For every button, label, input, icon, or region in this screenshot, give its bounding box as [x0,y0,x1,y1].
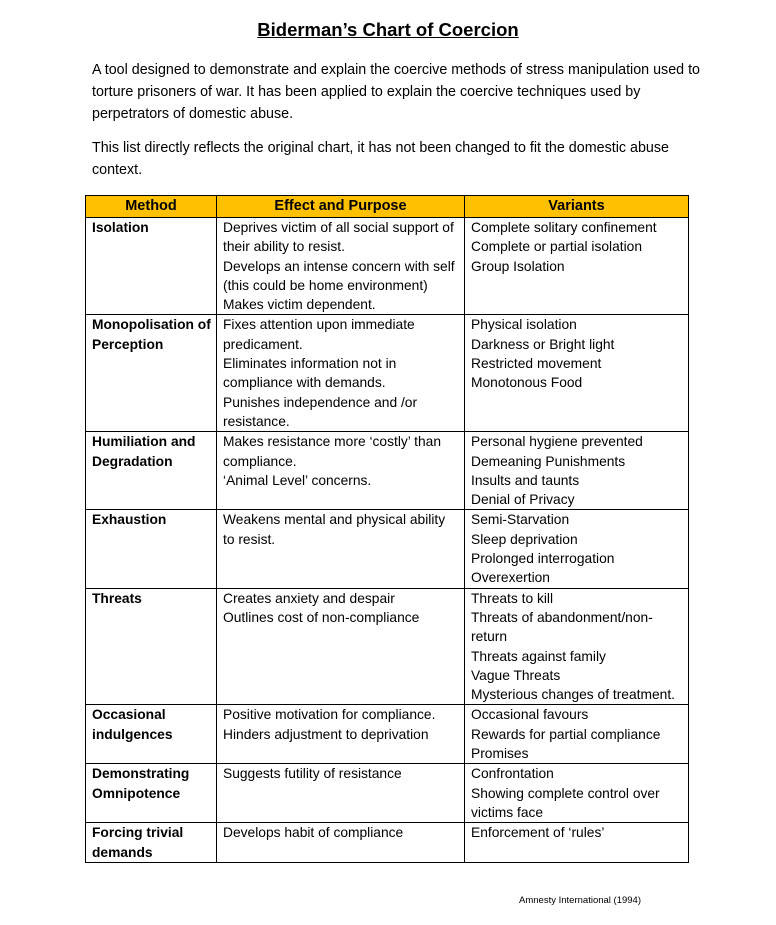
variant-line: Showing complete control over victims face [471,785,660,820]
table-header-row [86,196,689,218]
variant-line: Darkness or Bright light [471,336,615,352]
intro-paragraph-1 [92,59,716,125]
effect-line: ‘Animal Level’ concerns. [223,472,372,488]
variant-line: Personal hygiene prevented [471,434,643,450]
variant-line: Denial of Privacy [471,492,575,508]
method-cell: Monopolisation of Perception [86,315,217,432]
variant-line: Confrontation [471,766,554,782]
method-cell: Occasional indulgences [86,705,217,764]
effect-purpose-cell [217,218,465,315]
variant-line: Occasional favours [471,707,589,723]
variant-line: Rewards for partial compliance [471,726,661,742]
variants-cell [465,764,689,823]
variant-line: Threats to kill [471,590,554,606]
table-row [86,823,689,863]
method-cell: Isolation [86,218,217,315]
table-row [86,764,689,823]
effect-purpose-cell [217,588,465,705]
effect-purpose-cell [217,705,465,764]
header-variants: Variants [465,196,689,218]
page-title: Biderman’s Chart of Coercion [257,19,519,40]
variant-line: Vague Threats [471,667,561,683]
table-row [86,510,689,588]
effect-line: Creates anxiety and despair [223,590,395,606]
effect-purpose-cell [217,764,465,823]
effect-line: Punishes independence and /or resistance. [223,394,418,429]
method-cell: Exhaustion [86,510,217,588]
variant-line: Enforcement of ‘rules’ [471,825,605,841]
effect-line: Positive motivation for compliance. [223,707,436,723]
effect-line: Develops an intense concern with self (this could be home environment) [223,258,455,293]
variant-line: Mysterious changes of treatment. [471,687,675,703]
table-row [86,588,689,705]
effect-line: Develops habit of compliance [223,825,404,841]
coercion-table [85,195,689,863]
effect-purpose-cell [217,823,465,863]
effect-purpose-cell [217,315,465,432]
variant-line: Threats of abandonment/non-return [471,609,653,645]
variant-line: Prolonged interrogation [471,551,615,567]
method-cell: Forcing trivial demands [86,823,217,863]
method-cell: Threats [86,588,217,705]
effect-line: Deprives victim of all social support of their ability to resist. [223,220,454,255]
table-body [86,218,689,863]
table-row [86,315,689,432]
effect-line: Makes resistance more ‘costly’ than compliance. [223,434,442,469]
effect-line: Makes victim dependent. [223,297,376,313]
effect-line: Weakens mental and physical ability to resist. [223,512,446,547]
effect-line: Hinders adjustment to deprivation [223,726,429,742]
variant-line: Complete solitary confinement [471,220,657,235]
variants-cell [465,315,689,432]
variants-cell [465,432,689,510]
table-row [86,432,689,510]
variant-line: Insults and taunts [471,472,580,488]
effect-line: Fixes attention upon immediate predicament. [223,317,415,352]
variants-cell [465,705,689,764]
method-cell: Demonstrating Omnipotence [86,764,217,823]
effect-line: Eliminates information not in compliance with demands. [223,356,397,391]
source-citation: Amnesty International (1994) [519,895,641,906]
table-row [86,705,689,764]
effect-line: Suggests futility of resistance [223,766,402,782]
variants-cell [465,588,689,705]
variant-line: Complete or partial isolation [471,239,643,255]
variants-cell [465,823,689,863]
variant-line: Semi-Starvation [471,512,570,528]
variant-line: Restricted movement [471,356,602,372]
intro-text-1: A tool designed to demonstrate and explain the coercive methods of stress manipulation used to torture prisoners of war. It has been applied to explain the coercive techniques used by perpetrators of domestic abuse. [92,62,700,122]
variant-line: Promises [471,746,529,762]
header-method: Method [86,196,217,218]
variant-line: Monotonous Food [471,375,583,391]
effect-purpose-cell [217,432,465,510]
intro-text-2: This list directly reflects the original chart, it has not been changed to fit the domestic abuse context. [92,140,669,178]
header-effect-purpose: Effect and Purpose [217,196,465,218]
table-row [86,218,689,315]
variants-cell [465,218,689,315]
variant-line: Overexertion [471,570,550,586]
method-cell: Humiliation and Degradation [86,432,217,510]
effect-line: Outlines cost of non-compliance [223,609,420,625]
variant-line: Physical isolation [471,317,577,333]
effect-purpose-cell [217,510,465,588]
variant-line: Threats against family [471,648,606,664]
intro-paragraph-2 [92,137,716,181]
variant-line: Demeaning Punishments [471,453,626,469]
variant-line: Group Isolation [471,258,565,274]
variant-line: Sleep deprivation [471,531,578,547]
variants-cell [465,510,689,588]
